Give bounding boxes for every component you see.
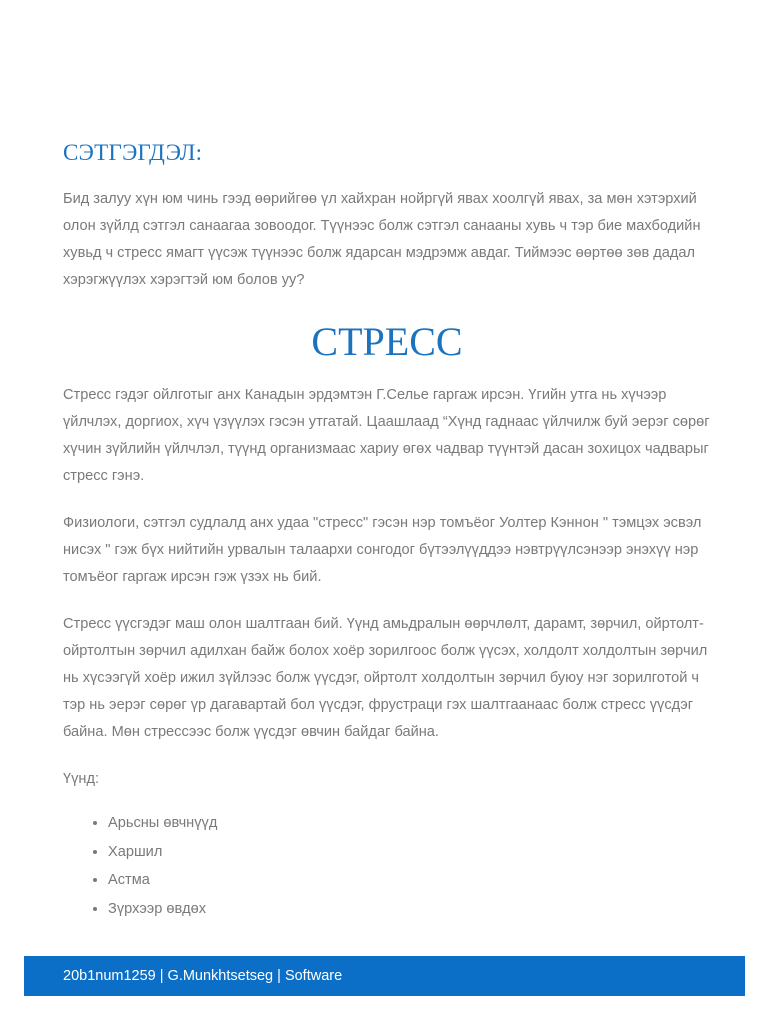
paragraph-list-intro: Үүнд: [63, 771, 100, 787]
main-title: СТРЕСС [311, 319, 463, 364]
disease-list [63, 809, 711, 923]
list-item: • Астма [108, 866, 711, 895]
footer-bar [24, 956, 745, 996]
footer-text: 20b1num1259 | G.Munkhtsetseg | Software [63, 968, 343, 984]
intro-paragraph: Бид залуу хүн юм чинь гээд өөрийгөө үл хайхран нойргүй явах хоолгүй явах, за мөн хэтэрхий олон зүйлд сэтгэл санаагаа зовоодог. Түүнээс болж сэтгэл санааны хувь ч тэр бие махбодийн хувьд ч стресс ямагт үүсэж түүнээс болж ядарсан мэдрэмж авдаг. Тиймээс өөртөө зөв дадал хэрэгжүүлэх хэрэгтэй юм болов уу? [63, 191, 701, 288]
document-content [63, 136, 711, 923]
list-item: • Харшил [108, 838, 711, 867]
paragraph-causes: Стресс үүсгэдэг маш олон шалтгаан бий. Үүнд амьдралын өөрчлөлт, дарамт, зөрчил, ойртолт-ойртолтын зөрчил адилхан байж болох хоёр зорилгоос болж үүсэх, холдолт холдолтын зөрчил нь хүсээгүй хоёр ижил зүйлээс болж үүсдэг, ойртолт холдолтын зөрчил буюу нэг зорилготой ч тэр нь эерэг сөрөг үр дагавартай бол үүсдэг, фрустраци гэх шалтгаанаас болж стресс үүсдэг байна. Мөн стрессээс болж үүсдэг өвчин байдаг байна. [63, 616, 708, 740]
paragraph-definition: Стресс гэдэг ойлготыг анх Канадын эрдэмтэн Г.Селье гаргаж ирсэн. Үгийн утга нь хүчээр үйлчлэх, доргиох, хүч үзүүлэх гэсэн утгатай. Цаашлаад “Хүнд гаднаас үйлчилж буй эерэг сөрөг хүчин зүйлийн үйлчлэл, түүнд организмаас хариу өгөх чадвар түүнтэй дасан зохицох чадварыг стресс гэнэ. [63, 387, 710, 484]
list-item: • Зүрхээр өвдөх [108, 895, 711, 924]
paragraph-physiology: Физиологи, сэтгэл судлалд анх удаа "стресс" гэсэн нэр томъёог Уолтер Кэннон " тэмцэх эсвэл нисэх " гэж бүх нийтийн урвалын талаархи сонгодог бүтээлүүддээ нэвтрүүлсэнээр энэхүү нэр томъёог гаргаж ирсэн гэж үзэх нь бий. [63, 515, 702, 585]
intro-title: СЭТГЭГДЭЛ: [63, 140, 203, 165]
list-item: • Арьсны өвчнүүд [108, 809, 711, 838]
